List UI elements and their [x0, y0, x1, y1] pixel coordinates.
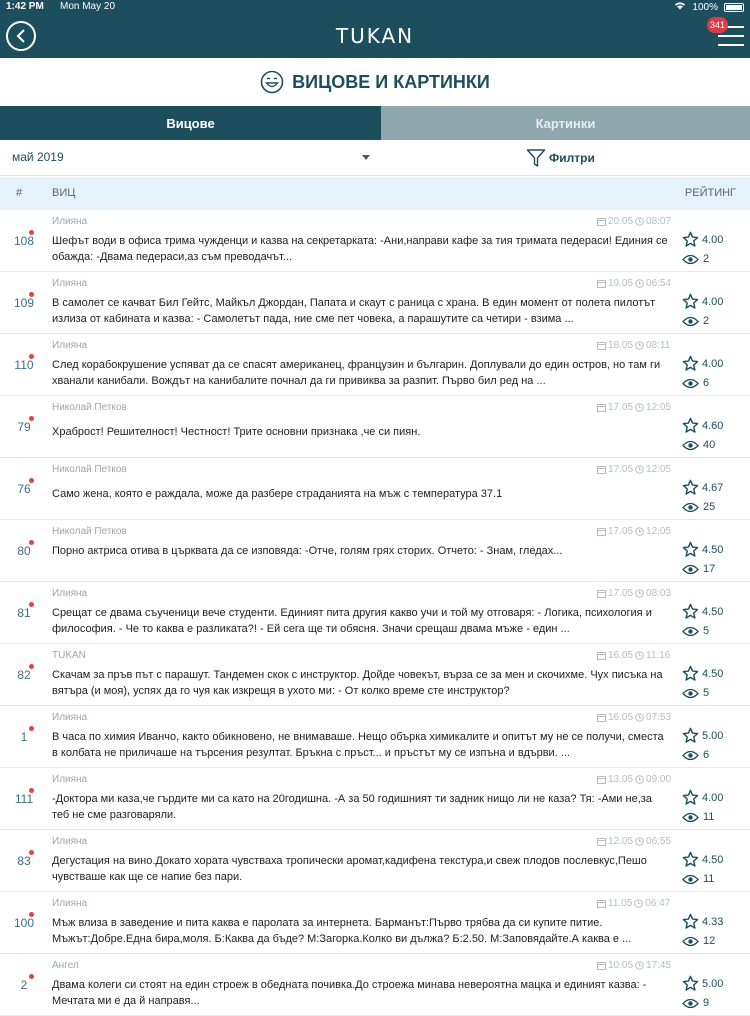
- joke-time-value: 12:05: [646, 402, 672, 413]
- joke-number: 111: [14, 792, 34, 806]
- joke-author: Илияна: [52, 278, 88, 289]
- joke-time-value: 07:53: [646, 712, 672, 723]
- joke-text: Двама колеги си стоят на един строеж в обедната почивка.До строежа минава невероятна мацка и единият казва: - Мечтата ми е да й направя...: [52, 979, 647, 1007]
- joke-date-value: 11.05: [608, 898, 633, 909]
- joke-views-value: 11: [703, 873, 715, 885]
- joke-row[interactable]: [0, 706, 750, 768]
- column-number: #: [16, 187, 23, 199]
- joke-rating-value: 4.50: [702, 667, 724, 680]
- joke-views: [682, 749, 709, 761]
- joke-rating-value: 4.00: [702, 357, 724, 370]
- joke-rating-value: 4.00: [702, 791, 724, 804]
- joke-rating[interactable]: [682, 727, 723, 744]
- joke-text: След корабокрушение успяват да се спасят американец, французин и българин. Доплували до един остров, но там ги хванали канибали. Вождът на канибалите почнал да ги привиква за разпит. Първо бил ред на ...: [52, 359, 661, 387]
- joke-rating[interactable]: [682, 851, 723, 868]
- joke-number: 109: [13, 296, 35, 310]
- joke-time-value: 17:45: [646, 960, 672, 971]
- eye-icon: [682, 750, 699, 761]
- joke-row[interactable]: [0, 582, 750, 644]
- joke-views-value: 6: [703, 749, 710, 761]
- calendar-icon: [597, 217, 606, 226]
- joke-rating[interactable]: [682, 541, 723, 558]
- clock-icon: [635, 279, 644, 288]
- joke-number: 83: [17, 854, 31, 868]
- joke-number: 1: [20, 730, 28, 744]
- joke-rating[interactable]: [682, 293, 723, 310]
- star-icon: [682, 789, 699, 806]
- joke-views: [682, 253, 709, 265]
- joke-date: [597, 588, 671, 599]
- joke-text: Храброст! Решителност! Честност! Трите основни признака ,че си пиян.: [52, 426, 421, 438]
- eye-icon: [682, 564, 699, 575]
- wifi-icon: [674, 1, 686, 13]
- joke-date: [597, 464, 671, 475]
- joke-rating-value: 4.00: [702, 233, 724, 246]
- joke-row[interactable]: [0, 334, 750, 396]
- joke-time-value: 08:07: [646, 216, 672, 227]
- joke-row[interactable]: [0, 954, 750, 1016]
- calendar-icon: [597, 589, 606, 598]
- joke-date-value: 13.05: [608, 774, 634, 785]
- joke-number: 76: [17, 482, 31, 496]
- joke-date: [597, 526, 671, 537]
- top-navbar: [0, 14, 750, 58]
- joke-text: Срещат се двама съученици вече студенти. Единият пита другия какво учи и той му отговаря: - Логика, психология и философия. - Че то каква е разликата?! - Ей сега ще ти обясня. Значи срещаш двама мъже - един ...: [52, 607, 652, 635]
- eye-icon: [682, 502, 699, 513]
- calendar-icon: [597, 651, 606, 660]
- joke-text: Скачам за пръв път с парашут. Тандемен скок с инструктор. Дойде човекът, върза се за мен и скочихме. Чух писъка на вятъра (и моя), успях да го чуя как изкрещя в ухото ми: - От колко време сте инструктор?: [52, 669, 663, 697]
- joke-views-value: 5: [703, 687, 710, 699]
- star-icon: [682, 851, 699, 868]
- joke-rating[interactable]: [682, 417, 723, 434]
- joke-views-value: 2: [703, 315, 710, 327]
- clock-icon: [635, 589, 644, 598]
- joke-number: 110: [14, 358, 34, 372]
- joke-views: [682, 873, 714, 885]
- star-icon: [682, 975, 699, 992]
- joke-views: [682, 687, 709, 699]
- joke-number: 82: [17, 668, 31, 682]
- joke-rating-value: 5.00: [702, 977, 724, 990]
- dropdown-caret-icon[interactable]: [362, 155, 370, 160]
- joke-row[interactable]: [0, 210, 750, 272]
- joke-text: Мъж влиза в заведение и пита каква е паролата за интернета. Барманът:Първо трябва да си купите питие. Мъжът:Добре.Една бира,моля. Б:Каква да бъде? М:Загорка.Колко ви дължа? Б:2.50. М:Заповядайте.А каква е ...: [52, 917, 632, 945]
- joke-views: [682, 377, 709, 389]
- joke-views: [682, 811, 714, 823]
- calendar-icon: [597, 279, 606, 288]
- star-icon: [682, 913, 699, 930]
- joke-date: [597, 340, 670, 351]
- status-time: 1:42 PM: [6, 1, 44, 12]
- calendar-icon: [597, 961, 606, 970]
- joke-date: [597, 898, 670, 909]
- joke-number: 79: [17, 420, 31, 434]
- joke-time-value: 12:05: [646, 526, 672, 537]
- battery-percent: 100%: [692, 1, 718, 13]
- joke-date-value: 17.05: [608, 464, 634, 475]
- calendar-icon: [597, 341, 606, 350]
- joke-rating-value: 4.50: [702, 543, 724, 556]
- joke-row[interactable]: [0, 520, 750, 582]
- joke-views-value: 9: [703, 997, 710, 1009]
- tab-jokes[interactable]: Вицове: [0, 106, 381, 140]
- joke-date: [597, 774, 671, 785]
- clock-icon: [635, 403, 644, 412]
- joke-number: 108: [13, 234, 35, 248]
- joke-text: Дегустация на вино.Докато хората чувстваха тропически аромат,кадифена текстура,и свеж плодов послевкус,Пешо чувстваше как ще се напие без пари.: [52, 855, 647, 883]
- eye-icon: [682, 812, 699, 823]
- joke-rating-value: 5.00: [702, 729, 724, 742]
- star-icon: [682, 603, 699, 620]
- joke-row[interactable]: [0, 396, 750, 458]
- joke-rating[interactable]: [682, 603, 723, 620]
- eye-icon: [682, 254, 699, 265]
- calendar-icon: [597, 775, 606, 784]
- joke-views: [682, 625, 709, 637]
- joke-time-value: 08:03: [646, 588, 672, 599]
- calendar-icon: [597, 465, 606, 474]
- joke-views-value: 40: [703, 439, 716, 451]
- joke-date-value: 12.05: [608, 836, 634, 847]
- joke-views-value: 25: [703, 501, 716, 513]
- joke-author: Николай Петков: [52, 464, 127, 475]
- joke-text: В часа по химия Иванчо, както обикновено, не внимаваше. Нещо обърка химикалите и опитът му не се получи, сместа в колбата не приличаше на търсения резултат. Бръкна с пръст... и пръстът му се изпъна и вдърви. ...: [52, 731, 664, 759]
- joke-list: [0, 210, 750, 1016]
- calendar-icon: [597, 403, 606, 412]
- content-tabs: [0, 106, 750, 140]
- joke-row[interactable]: [0, 458, 750, 520]
- joke-author: Николай Петков: [52, 402, 127, 413]
- joke-author: Илияна: [52, 774, 88, 785]
- clock-icon: [635, 775, 644, 784]
- joke-author: Илияна: [52, 340, 88, 351]
- calendar-icon: [597, 713, 606, 722]
- joke-views: [682, 997, 709, 1009]
- joke-date-value: 17.05: [608, 402, 634, 413]
- funnel-icon: [526, 148, 546, 168]
- joke-views: [682, 439, 715, 451]
- joke-date-value: 17.05: [608, 526, 634, 537]
- joke-rating-value: 4.50: [702, 853, 724, 866]
- joke-rating-value: 4.00: [702, 295, 724, 308]
- smiley-icon: [260, 70, 284, 94]
- joke-views-value: 11: [703, 811, 715, 823]
- star-icon: [682, 231, 699, 248]
- joke-date: [597, 278, 671, 289]
- table-header: [0, 177, 750, 210]
- joke-views: [682, 935, 715, 947]
- joke-date: [597, 402, 671, 413]
- clock-icon: [635, 713, 644, 722]
- joke-views-value: 5: [703, 625, 710, 637]
- app-logo: TUKAN: [335, 24, 415, 48]
- joke-row[interactable]: [0, 272, 750, 334]
- joke-author: Илияна: [52, 216, 88, 227]
- joke-date: [597, 960, 671, 971]
- joke-views-value: 2: [703, 253, 710, 265]
- joke-time-value: 06:55: [646, 836, 672, 847]
- eye-icon: [682, 626, 699, 637]
- joke-number: 2: [20, 978, 28, 992]
- joke-date: [597, 712, 671, 723]
- joke-date: [597, 650, 670, 661]
- tab-pictures[interactable]: Картинки: [381, 106, 750, 140]
- joke-rating-value: 4.33: [702, 915, 724, 928]
- joke-rating[interactable]: [682, 975, 723, 992]
- joke-date: [597, 216, 671, 227]
- eye-icon: [682, 998, 699, 1009]
- joke-row[interactable]: [0, 892, 750, 954]
- joke-row[interactable]: [0, 830, 750, 892]
- joke-rating[interactable]: [682, 665, 723, 682]
- joke-date: [597, 836, 671, 847]
- joke-rating[interactable]: [682, 479, 723, 496]
- calendar-icon: [597, 837, 606, 846]
- joke-text: Порно актриса отива в църквата да се изповяда: -Отче, голям грях сторих. Отчето: - Знам, гледах...: [52, 545, 563, 557]
- clock-icon: [635, 961, 644, 970]
- joke-views-value: 17: [703, 563, 716, 575]
- joke-rating-value: 4.50: [702, 605, 724, 618]
- joke-rating[interactable]: [682, 913, 723, 930]
- joke-date-value: 20.05: [608, 216, 634, 227]
- status-date: Mon May 20: [60, 1, 116, 12]
- joke-author: Илияна: [52, 898, 88, 909]
- joke-text: В самолет се качват Бил Гейтс, Майкъл Джордан, Папата и скаут с раница с храна. В един момент от полета пилотът излиза от кабината и казва: - Самолетът пада, ние сме пет човека, а парашутите са четири - взима ...: [52, 297, 656, 325]
- star-icon: [682, 479, 699, 496]
- joke-rating[interactable]: [682, 355, 723, 372]
- filter-label: Филтри: [549, 151, 595, 165]
- joke-author: TUKAN: [52, 650, 86, 661]
- status-bar: [0, 0, 750, 14]
- joke-author: Ангел: [52, 960, 79, 971]
- clock-icon: [635, 465, 644, 474]
- joke-time-value: 06:47: [645, 898, 671, 909]
- filter-button[interactable]: [526, 148, 595, 168]
- eye-icon: [682, 936, 699, 947]
- joke-views-value: 6: [703, 377, 710, 389]
- notification-badge: 341: [707, 17, 728, 33]
- column-joke: ВИЦ: [52, 187, 76, 199]
- joke-rating[interactable]: [682, 231, 723, 248]
- joke-date-value: 10.05: [608, 960, 634, 971]
- joke-time-value: 09:00: [646, 774, 672, 785]
- eye-icon: [682, 440, 699, 451]
- clock-icon: [635, 837, 644, 846]
- star-icon: [682, 417, 699, 434]
- eye-icon: [682, 378, 699, 389]
- month-select[interactable]: май 2019: [12, 150, 64, 164]
- joke-views: [682, 501, 715, 513]
- page-title-text: ВИЦОВЕ И КАРТИНКИ: [292, 71, 490, 92]
- clock-icon: [635, 341, 644, 350]
- joke-rating-value: 4.67: [702, 481, 724, 494]
- joke-date-value: 17.05: [608, 588, 634, 599]
- joke-row[interactable]: [0, 768, 750, 830]
- joke-rating[interactable]: [682, 789, 723, 806]
- joke-date-value: 16.05: [608, 650, 634, 661]
- joke-views-value: 12: [703, 935, 716, 947]
- column-rating[interactable]: РЕЙТИНГ: [684, 187, 736, 199]
- star-icon: [682, 665, 699, 682]
- joke-time-value: 11:16: [646, 650, 671, 661]
- filter-bar: [0, 140, 750, 176]
- status-right: [674, 1, 744, 13]
- joke-text: Само жена, която е раждала, може да разбере страданията на мъж с температура 37.1: [52, 488, 503, 500]
- joke-author: Илияна: [52, 588, 88, 599]
- joke-author: Николай Петков: [52, 526, 127, 537]
- star-icon: [682, 727, 699, 744]
- clock-icon: [635, 651, 644, 660]
- joke-time-value: 06:54: [646, 278, 672, 289]
- clock-icon: [634, 899, 643, 908]
- joke-author: Илияна: [52, 712, 88, 723]
- joke-text: Шефът води в офиса трима чужденци и казва на секретарката: -Ани,направи кафе за тия тримата педераси! Единия се обажда: -Двама педераси,аз съм преводачът...: [52, 235, 668, 263]
- eye-icon: [682, 874, 699, 885]
- eye-icon: [682, 316, 699, 327]
- joke-row[interactable]: [0, 644, 750, 706]
- battery-icon: [724, 3, 744, 12]
- joke-number: 81: [17, 606, 31, 620]
- joke-date-value: 18.05: [608, 340, 634, 351]
- joke-date-value: 19.05: [608, 278, 634, 289]
- eye-icon: [682, 688, 699, 699]
- page-title: [0, 58, 750, 106]
- joke-number: 100: [13, 916, 35, 930]
- star-icon: [682, 541, 699, 558]
- joke-number: 80: [17, 544, 31, 558]
- star-icon: [682, 355, 699, 372]
- joke-text: -Доктора ми каза,че гърдите ми са като на 20годишна. -А за 50 годишният ти задник нищо ли не каза? Тя: -Ами не,за теб не сме разговаряли.: [52, 793, 652, 821]
- clock-icon: [635, 527, 644, 536]
- joke-views: [682, 315, 709, 327]
- joke-rating-value: 4.60: [702, 419, 724, 432]
- calendar-icon: [597, 527, 606, 536]
- joke-views: [682, 563, 715, 575]
- clock-icon: [635, 217, 644, 226]
- star-icon: [682, 293, 699, 310]
- joke-author: Илияна: [52, 836, 88, 847]
- joke-date-value: 16.05: [608, 712, 634, 723]
- calendar-icon: [597, 899, 606, 908]
- joke-time-value: 12:05: [646, 464, 672, 475]
- joke-time-value: 08:11: [646, 340, 671, 351]
